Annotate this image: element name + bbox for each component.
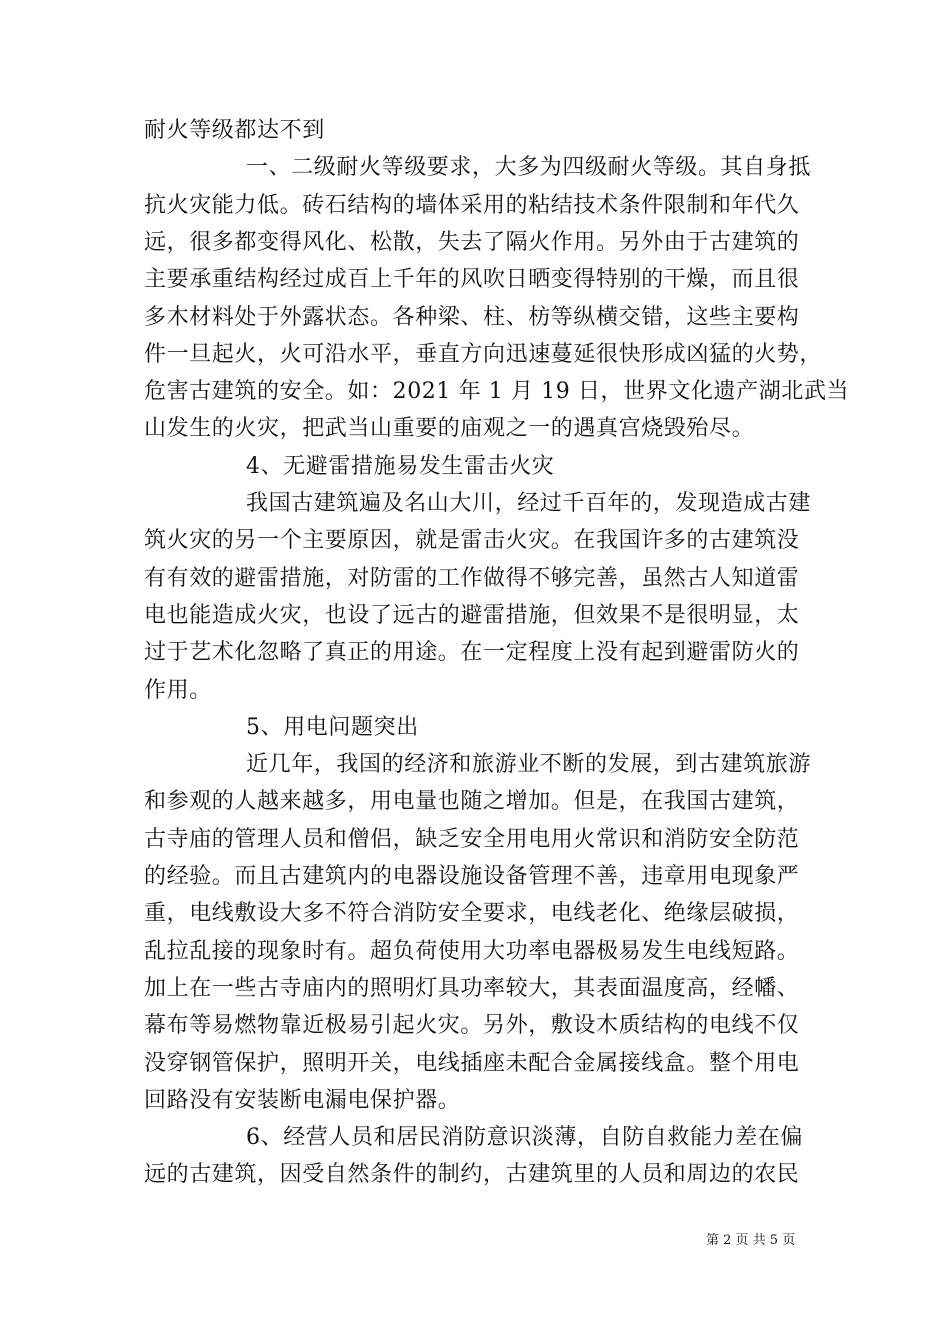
text-line-2: 一、二级耐火等级要求，大多为四级耐火等级。其自身抵 [246, 155, 812, 181]
page-number-footer: 第 2 页 共 5 页 [706, 1233, 796, 1248]
section-heading-5: 5、用电问题突出 [246, 714, 419, 740]
text-line-26: 没穿钢管保护，照明开关，电线插座未配合金属接线盒。整个用电 [144, 1050, 800, 1076]
text-line-13: 有有效的避雷措施，对防雷的工作做得不够完善，虽然古人知道雷 [144, 565, 800, 591]
text-line-5: 主要承重结构经过成百上千年的风吹日晒变得特别的干燥，而且很 [144, 267, 800, 293]
text-line-29: 远的古建筑，因受自然条件的制约，古建筑里的人员和周边的农民 [144, 1162, 800, 1188]
text-line-20: 古寺庙的管理人员和僧侣，缺乏安全用电用火常识和消防安全防范 [144, 826, 800, 852]
text-line-18: 近几年，我国的经济和旅游业不断的发展，到古建筑旅游 [246, 752, 812, 778]
text-line-1: 耐火等级都达不到 [144, 118, 325, 143]
text-line-15: 过于艺术化忽略了真正的用途。在一定程度上没有起到避雷防火的 [144, 640, 800, 666]
text-line-27: 回路没有安装断电漏电保护器。 [144, 1087, 461, 1113]
text-line-21: 的经验。而且古建筑内的电器设施设备管理不善，违章用电现象严 [144, 864, 800, 889]
text-line-7: 件一旦起火，火可沿水平，垂直方向迅速蔓延很快形成凶猛的火势， [144, 341, 823, 367]
text-line-16: 作用。 [144, 677, 212, 703]
text-line-9: 山发生的火灾，把武当山重要的庙观之一的遇真宫烧毁殆尽。 [144, 416, 755, 442]
text-line-4: 远，很多都变得风化、松散，失去了隔火作用。另外由于古建筑的 [144, 229, 800, 255]
text-line-11: 我国古建筑遍及名山大川，经过千百年的，发现造成古建 [246, 491, 812, 516]
text-line-8: 危害古建筑的安全。如：2021 年 1 月 19 日，世界文化遗产湖北武当 [144, 379, 850, 405]
text-line-24: 加上在一些古寺庙内的照明灯具功率较大，其表面温度高，经幡、 [144, 975, 800, 1001]
section-heading-4: 4、无避雷措施易发生雷击火灾 [246, 453, 555, 479]
text-line-23: 乱拉乱接的现象时有。超负荷使用大功率电器极易发生电线短路。 [144, 938, 800, 964]
text-line-25: 幕布等易燃物靠近极易引起火灾。另外，敷设木质结构的电线不仅 [144, 1013, 800, 1039]
text-line-12: 筑火灾的另一个主要原因，就是雷击火灾。在我国许多的古建筑没 [144, 528, 800, 554]
text-line-22: 重，电线敷设大多不符合消防安全要求，电线老化、绝缘层破损， [144, 901, 800, 927]
text-line-14: 电也能造成火灾，也设了远古的避雷措施，但效果不是很明显，太 [144, 602, 800, 628]
text-line-6: 多木材料处于外露状态。各种梁、柱、枋等纵横交错，这些主要构 [144, 304, 800, 330]
text-line-3: 抗火灾能力低。砖石结构的墙体采用的粘结技术条件限制和年代久 [144, 192, 800, 218]
text-line-19: 和参观的人越来越多，用电量也随之增加。但是，在我国古建筑， [144, 789, 800, 815]
section-heading-6: 6、经营人员和居民消防意识淡薄，自防自救能力差在偏 [246, 1125, 803, 1151]
